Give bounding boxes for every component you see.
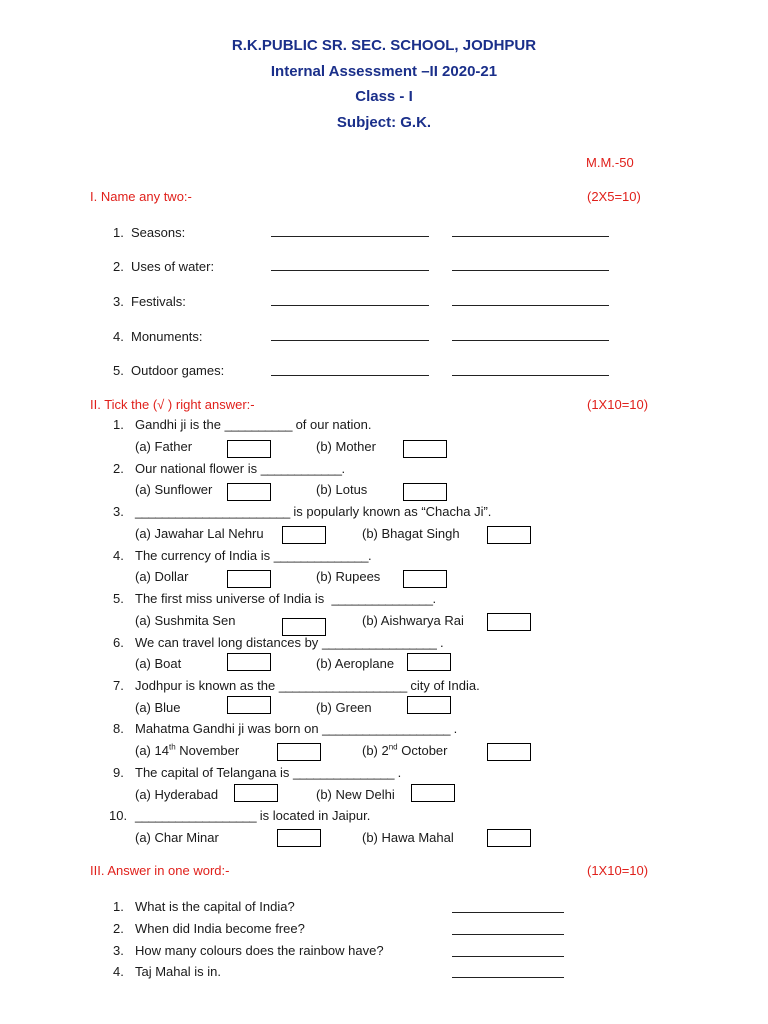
option-a: (a) Boat xyxy=(135,656,182,671)
option-b-checkbox[interactable] xyxy=(487,526,531,544)
item-text: When did India become free? xyxy=(135,921,305,936)
question-post: . xyxy=(432,591,437,606)
question-pre: Jodhpur is known as the xyxy=(135,678,276,693)
question-blank: __________________ xyxy=(135,808,257,823)
option-b-day: (b) 2 xyxy=(362,743,389,758)
item-text: Monuments: xyxy=(131,329,203,344)
school-name: R.K.PUBLIC SR. SEC. SCHOOL, JODHPUR xyxy=(231,37,537,54)
question-post: is popularly known as “Chacha Ji”. xyxy=(293,504,492,519)
option-a-checkbox[interactable] xyxy=(234,784,278,802)
option-b-checkbox[interactable] xyxy=(411,784,455,802)
question-text xyxy=(135,547,372,565)
answer-line[interactable] xyxy=(452,305,609,306)
question-number: 9. xyxy=(113,765,124,780)
option-b-suffix: nd xyxy=(388,742,398,752)
question-number: 2. xyxy=(113,461,124,476)
option-a: (a) Sushmita Sen xyxy=(135,613,236,628)
question-text xyxy=(135,720,457,738)
option-a: (a) Char Minar xyxy=(135,830,219,845)
option-a: (a) Blue xyxy=(135,700,181,715)
answer-line[interactable] xyxy=(452,236,609,237)
option-b: (b) Green xyxy=(316,700,372,715)
question-blank: _______________ xyxy=(293,765,394,780)
item-number: 4. xyxy=(113,964,124,979)
option-a-checkbox[interactable] xyxy=(282,526,326,544)
option-a-day: (a) 14 xyxy=(135,743,169,758)
answer-line[interactable] xyxy=(271,305,429,306)
question-blank: ___________________ xyxy=(322,721,451,736)
item-number: 3. xyxy=(113,943,124,958)
option-b-month: October xyxy=(397,743,448,758)
option-b: (b) Hawa Mahal xyxy=(362,830,454,845)
question-blank: ______________ xyxy=(273,548,368,563)
question-number: 8. xyxy=(113,721,124,736)
question-text xyxy=(135,764,401,782)
question-blank: __________ xyxy=(224,417,292,432)
question-text xyxy=(135,634,444,652)
item-text: Outdoor games: xyxy=(131,363,225,378)
option-b: (b) New Delhi xyxy=(316,787,395,802)
question-text xyxy=(135,677,480,695)
item-number: 2. xyxy=(113,259,124,274)
option-a: (a) Sunflower xyxy=(135,482,213,497)
option-b: (b) Mother xyxy=(316,439,376,454)
question-number: 1. xyxy=(113,417,124,432)
answer-line[interactable] xyxy=(452,270,609,271)
question-post: city of India. xyxy=(410,678,480,693)
answer-line[interactable] xyxy=(271,340,429,341)
answer-line[interactable] xyxy=(452,912,564,913)
question-post: . xyxy=(439,635,444,650)
option-a-checkbox[interactable] xyxy=(227,570,271,588)
question-number: 3. xyxy=(113,504,124,519)
option-b-checkbox[interactable] xyxy=(407,653,451,671)
question-pre: The capital of Telangana is xyxy=(135,765,290,780)
question-post: . xyxy=(397,765,402,780)
question-number: 6. xyxy=(113,635,124,650)
item-text: Festivals: xyxy=(131,294,186,309)
option-a-checkbox[interactable] xyxy=(227,440,271,458)
class-label: Class - I xyxy=(355,88,413,105)
section1-title: I. Name any two:- xyxy=(90,189,192,204)
item-number: 1. xyxy=(113,225,124,240)
option-a-suffix: th xyxy=(168,742,176,752)
question-text xyxy=(135,807,370,825)
question-number: 7. xyxy=(113,678,124,693)
item-text: How many colours does the rainbow have? xyxy=(135,943,384,958)
answer-line[interactable] xyxy=(452,977,564,978)
option-b-checkbox[interactable] xyxy=(487,829,531,847)
question-number: 10. xyxy=(109,808,128,823)
option-b: (b) Lotus xyxy=(316,482,368,497)
section1-marks: (2X5=10) xyxy=(587,189,641,204)
item-number: 1. xyxy=(113,899,124,914)
section2-marks: (1X10=10) xyxy=(587,397,649,412)
option-b: (b) Aishwarya Rai xyxy=(362,613,464,628)
question-post: . xyxy=(453,721,458,736)
option-a: (a) Father xyxy=(135,439,193,454)
item-text: What is the capital of India? xyxy=(135,899,295,914)
max-marks: M.M.-50 xyxy=(586,155,634,170)
question-blank: ____________ xyxy=(260,461,342,476)
subject-label: Subject: G.K. xyxy=(336,114,432,131)
option-a-checkbox[interactable] xyxy=(277,829,321,847)
question-pre: Our national flower is xyxy=(135,461,258,476)
section2-title: II. Tick the (√ ) right answer:- xyxy=(90,397,255,412)
option-b-checkbox[interactable] xyxy=(407,696,451,714)
answer-line[interactable] xyxy=(452,375,609,376)
question-text xyxy=(135,503,491,521)
option-a-checkbox[interactable] xyxy=(227,696,271,714)
question-blank: _______________________ xyxy=(135,504,290,519)
question-text xyxy=(135,416,371,434)
item-number: 2. xyxy=(113,921,124,936)
section3-title: III. Answer in one word:- xyxy=(90,863,230,878)
question-post: is located in Jaipur. xyxy=(259,808,371,823)
item-number: 4. xyxy=(113,329,124,344)
answer-line[interactable] xyxy=(452,934,564,935)
question-post: . xyxy=(341,461,346,476)
option-a: (a) Dollar xyxy=(135,569,189,584)
question-blank: _______________ xyxy=(331,591,433,606)
option-a-checkbox[interactable] xyxy=(227,483,271,501)
item-number: 3. xyxy=(113,294,124,309)
option-a: (a) Hyderabad xyxy=(135,787,219,802)
option-b-checkbox[interactable] xyxy=(487,613,531,631)
question-number: 4. xyxy=(113,548,124,563)
answer-line[interactable] xyxy=(452,956,564,957)
option-b xyxy=(362,742,448,760)
question-blank: ___________________ xyxy=(278,678,407,693)
item-text: Uses of water: xyxy=(131,259,215,274)
item-text: Seasons: xyxy=(131,225,186,240)
question-pre: Mahatma Gandhi ji was born on xyxy=(135,721,319,736)
option-b: (b) Bhagat Singh xyxy=(362,526,460,541)
option-b: (b) Aeroplane xyxy=(316,656,395,671)
item-number: 5. xyxy=(113,363,124,378)
option-a-checkbox[interactable] xyxy=(277,743,321,761)
option-b-checkbox[interactable] xyxy=(403,483,447,501)
answer-line[interactable] xyxy=(271,236,429,237)
question-pre: We can travel long distances by xyxy=(135,635,319,650)
option-a: (a) Jawahar Lal Nehru xyxy=(135,526,264,541)
question-pre: Gandhi ji is the xyxy=(135,417,221,432)
section3-marks: (1X10=10) xyxy=(587,863,649,878)
question-blank: _________________ xyxy=(321,635,437,650)
option-a xyxy=(135,742,239,760)
answer-line[interactable] xyxy=(452,340,609,341)
question-post: of our nation. xyxy=(295,417,372,432)
question-pre: The first miss universe of India is xyxy=(135,591,325,606)
option-a-checkbox[interactable] xyxy=(227,653,271,671)
question-pre: The currency of India is xyxy=(135,548,271,563)
answer-line[interactable] xyxy=(271,375,429,376)
question-text xyxy=(135,590,436,608)
option-a-month: November xyxy=(175,743,240,758)
option-b: (b) Rupees xyxy=(316,569,381,584)
question-post: . xyxy=(367,548,372,563)
answer-line[interactable] xyxy=(271,270,429,271)
question-number: 5. xyxy=(113,591,124,606)
item-text: Taj Mahal is in. xyxy=(135,964,221,979)
assessment-title: Internal Assessment –II 2020-21 xyxy=(270,63,498,80)
question-text xyxy=(135,460,345,478)
option-b-checkbox[interactable] xyxy=(403,440,447,458)
option-b-checkbox[interactable] xyxy=(487,743,531,761)
option-b-checkbox[interactable] xyxy=(403,570,447,588)
